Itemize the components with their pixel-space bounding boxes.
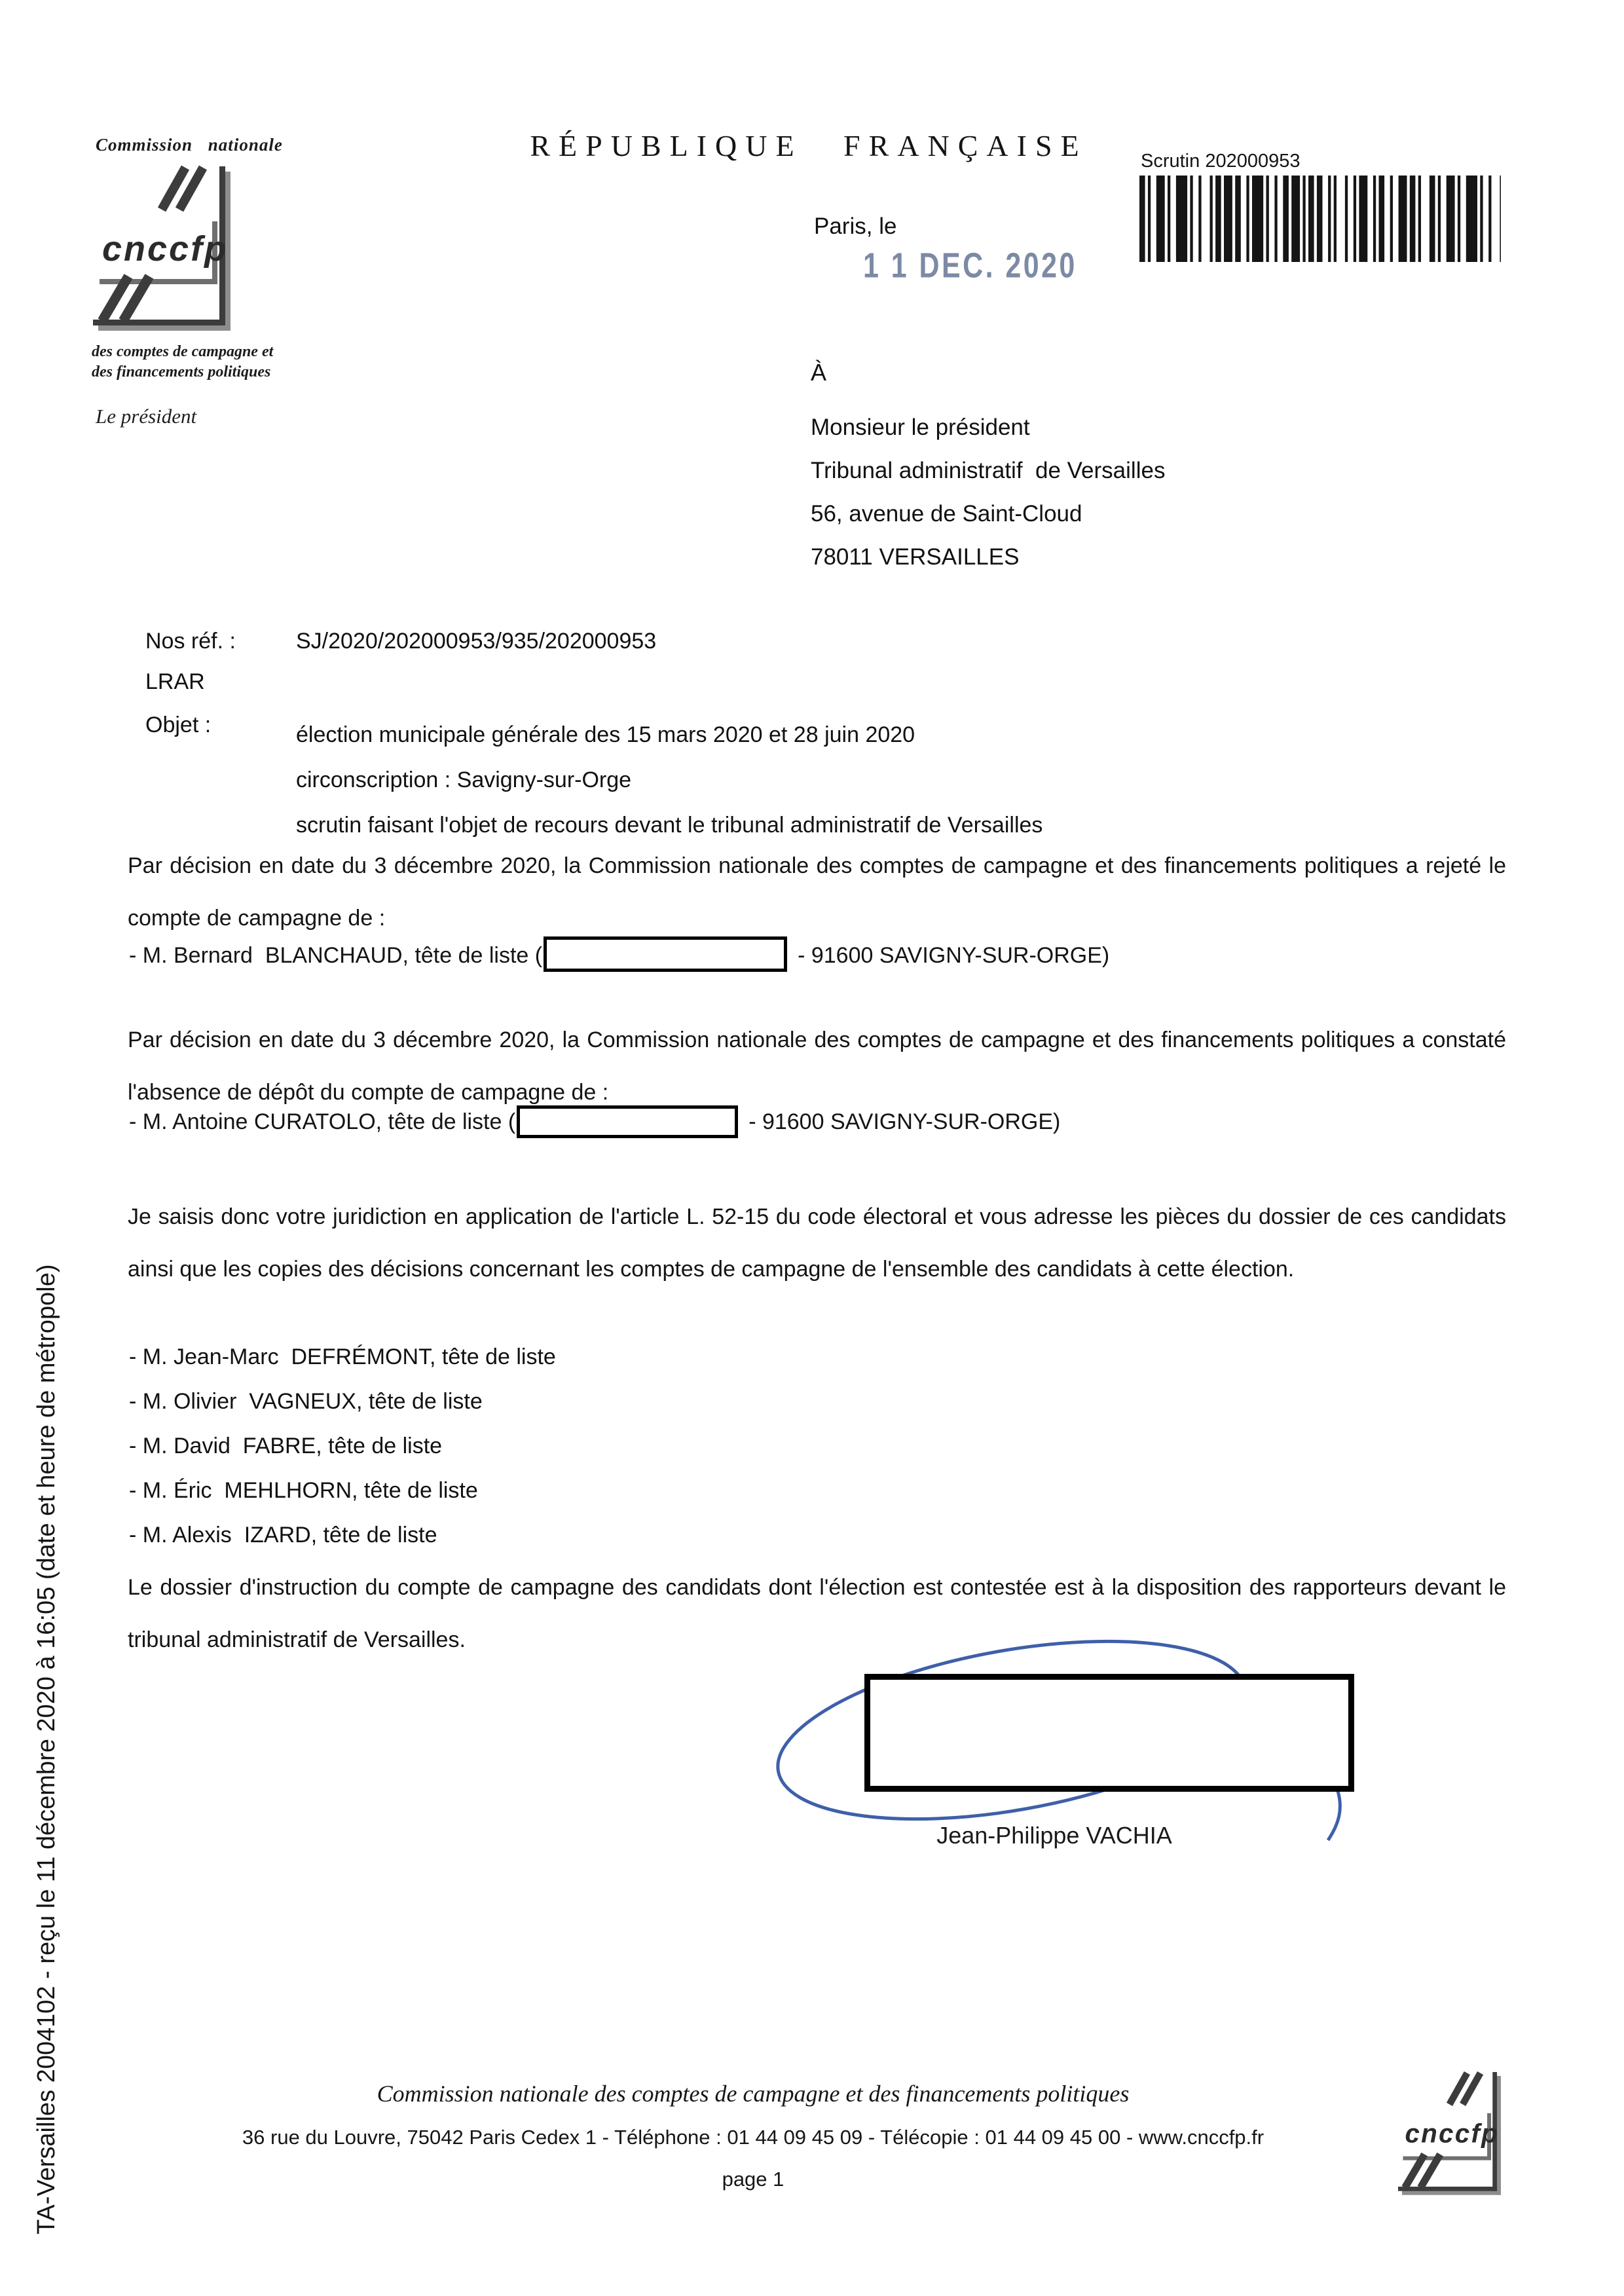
candidate-curatolo-line	[129, 1105, 1060, 1138]
republique-francaise-title: RÉPUBLIQUE FRANÇAISE	[530, 129, 1088, 162]
candidate-line: - M. Olivier VAGNEUX, tête de liste	[129, 1389, 483, 1414]
redaction-box-address-1	[544, 936, 787, 972]
cnccfp-footer-logo-text: cnccfp	[1405, 2118, 1500, 2149]
objet-line: scrutin faisant l'objet de recours devant le tribunal administratif de Versailles	[296, 813, 1043, 838]
recipient-address-line: 78011 VERSAILLES	[811, 544, 1020, 570]
footer-page-number: page 1	[722, 2168, 784, 2191]
recipient-to: À	[811, 359, 827, 386]
candidate-curatolo-suffix: - 91600 SAVIGNY-SUR-ORGE)	[748, 1109, 1061, 1134]
cnccfp-footer-logo-icon	[1392, 2068, 1505, 2198]
candidate-blanchaud-suffix: - 91600 SAVIGNY-SUR-ORGE)	[798, 943, 1110, 968]
paragraph-rejet: Par décision en date du 3 décembre 2020, la Commission nationale des comptes de campagne et des financements politiques a rejeté le compte de campagne de :	[128, 853, 1506, 931]
date-stamp: 1 1 DEC. 2020	[863, 246, 1077, 286]
recipient-address-line: Monsieur le président	[811, 415, 1030, 440]
recipient-address-line: 56, avenue de Saint-Cloud	[811, 501, 1082, 527]
logo-subtitle-line1: des comptes de campagne et	[92, 343, 274, 360]
recipient-address-block	[811, 406, 1165, 579]
footer-address: 36 rue du Louvre, 75042 Paris Cedex 1 - Téléphone : 01 44 09 45 09 - Télécopie : 01 44 09 45 00 - www.cnccfp.fr	[242, 2126, 1264, 2149]
cnccfp-logo-icon	[85, 161, 236, 335]
redaction-box-signature	[864, 1674, 1354, 1792]
scrutin-number-label: Scrutin 202000953	[1141, 151, 1301, 172]
candidate-line: - M. Alexis IZARD, tête de liste	[129, 1523, 437, 1547]
footer-organization: Commission nationale des comptes de campagne et des financements politiques	[377, 2081, 1130, 2107]
cnccfp-logo-text: cnccfp	[102, 229, 229, 268]
lrar-label: LRAR	[145, 669, 205, 694]
scrutin-barcode	[1139, 176, 1501, 262]
paragraph-absence-depot: Par décision en date du 3 décembre 2020, la Commission nationale des comptes de campagne et des financements politiques a constaté l'absence de dépôt du compte de campagne de :	[128, 1028, 1506, 1105]
paragraph-saisine: Je saisis donc votre juridiction en application de l'article L. 52-15 du code électoral et vous adresse les pièces du dossier de ces candidats ainsi que les copies des décisions concernant les comptes de campagne de l'ensemble des candidats à cette élection.	[128, 1204, 1506, 1282]
paragraph-dossier-instruction: Le dossier d'instruction du compte de campagne des candidats dont l'élection est contestée est à la disposition des rapporteurs devant le tribunal administratif de Versailles.	[128, 1575, 1506, 1652]
candidates-list	[129, 1335, 556, 1557]
objet-line: élection municipale générale des 15 mars 2020 et 28 juin 2020	[296, 722, 915, 747]
candidate-line: - M. Éric MEHLHORN, tête de liste	[129, 1478, 478, 1503]
candidate-curatolo-prefix: - M. Antoine CURATOLO, tête de liste (	[129, 1109, 516, 1134]
objet-line: circonscription : Savigny-sur-Orge	[296, 768, 632, 792]
objet-label: Objet :	[145, 713, 212, 737]
signatory-name: Jean-Philippe VACHIA	[936, 1822, 1172, 1849]
candidate-line: - M. David FABRE, tête de liste	[129, 1434, 443, 1458]
logo-subtitle	[92, 342, 273, 382]
redaction-box-address-2	[517, 1105, 738, 1138]
objet-lines	[296, 713, 1043, 848]
logo-subtitle-line2: des financements politiques	[92, 363, 271, 380]
ref-value: SJ/2020/202000953/935/202000953	[296, 629, 657, 654]
place-and-date-line: Paris, le	[814, 213, 897, 239]
sender-role: Le président	[96, 405, 197, 428]
recipient-address-line: Tribunal administratif de Versailles	[811, 458, 1166, 483]
logo-commission-nationale-label: Commission nationale	[96, 135, 283, 155]
candidate-blanchaud-line	[129, 936, 1109, 972]
ref-label: Nos réf. :	[145, 629, 236, 654]
candidate-line: - M. Jean-Marc DEFRÉMONT, tête de liste	[129, 1344, 556, 1369]
candidate-blanchaud-prefix: - M. Bernard BLANCHAUD, tête de liste (	[129, 943, 543, 968]
fax-reception-note: TA-Versailles 2004102 - reçu le 11 décembre 2020 à 16:05 (date et heure de métropole)	[33, 1264, 60, 2234]
